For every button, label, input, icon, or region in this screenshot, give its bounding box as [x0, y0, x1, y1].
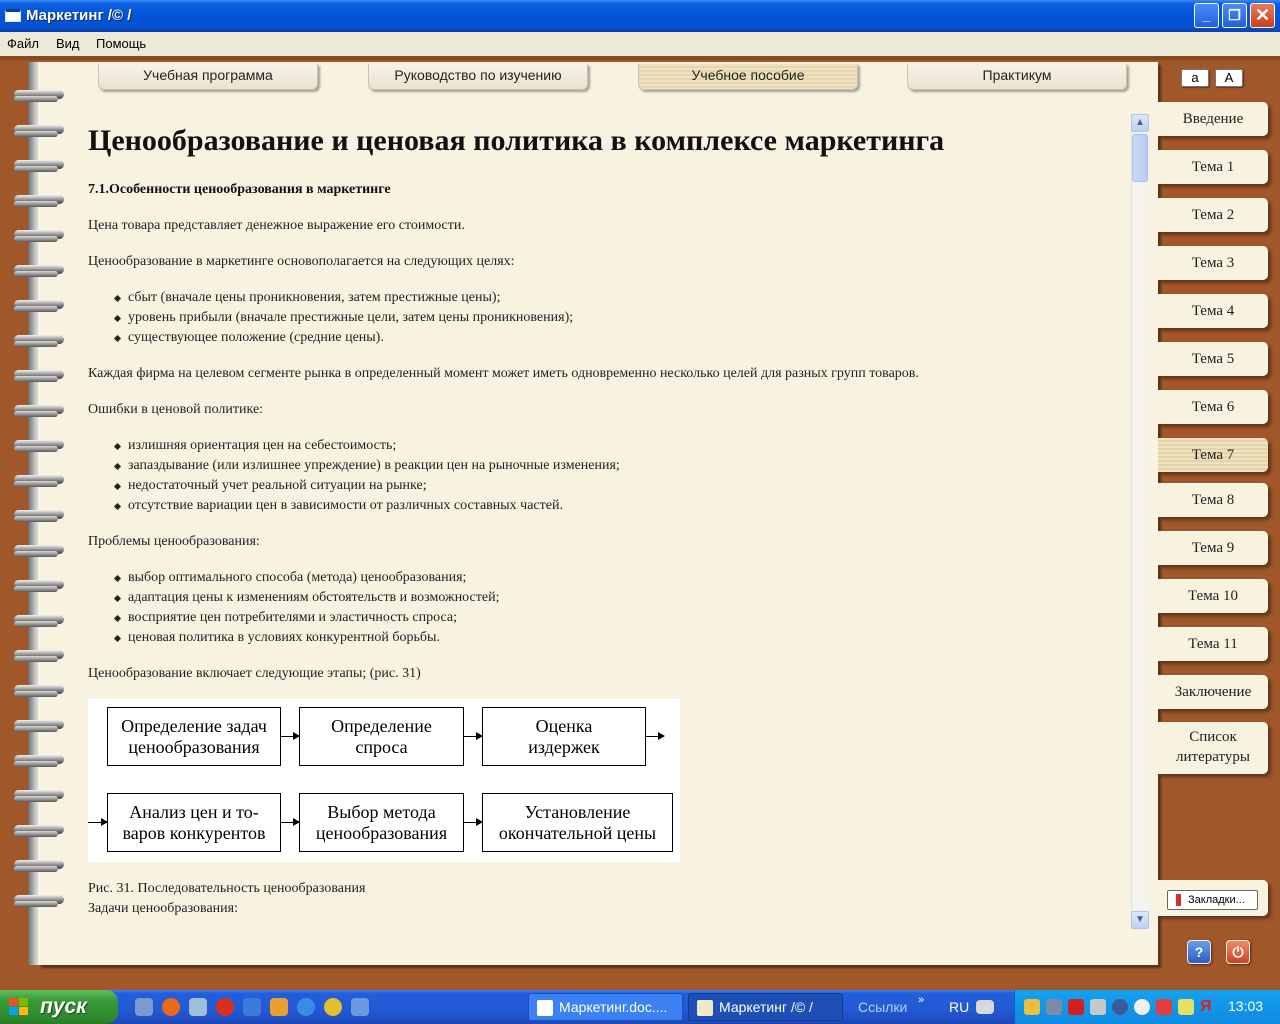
side-tab-topic-8[interactable]: Тема 8 — [1158, 483, 1268, 517]
close-button[interactable]: ✕ — [1250, 3, 1275, 28]
quicklaunch-chrome-icon[interactable] — [324, 998, 342, 1016]
task-label: Маркетинг.doc.... — [559, 999, 668, 1015]
volume-icon[interactable] — [1090, 999, 1106, 1015]
tab-practicum[interactable]: Практикум — [907, 64, 1127, 90]
tab-curriculum[interactable]: Учебная программа — [98, 64, 318, 90]
tab-study-guide[interactable]: Руководство по изучению — [368, 64, 588, 90]
flow-arrow — [281, 822, 299, 823]
list-item: недостаточный учет реальной ситуации на рынке; — [128, 478, 427, 493]
pricing-flowchart — [88, 699, 680, 862]
flow-step-text: ценообразования — [128, 736, 260, 757]
list-item: сбыт (вначале цены проникновения, затем престижные цены); — [128, 290, 501, 305]
spiral-ring — [14, 580, 64, 593]
list-item: излишняя ориентация цен на себестоимость; — [128, 438, 397, 453]
flow-step-final-price — [482, 793, 673, 852]
side-tab-topic-2[interactable]: Тема 2 — [1158, 198, 1268, 232]
yandex-icon[interactable]: Я — [1200, 998, 1212, 1015]
window-title: Маркетинг /© / — [26, 7, 132, 24]
scroll-thumb[interactable] — [1132, 134, 1148, 182]
menu-view[interactable]: Вид — [56, 36, 80, 51]
tray-icon[interactable] — [1046, 999, 1062, 1015]
quicklaunch-ie-icon[interactable] — [297, 998, 315, 1016]
taskbar — [0, 990, 1280, 1024]
spiral-ring — [14, 195, 64, 208]
flow-step-demand — [299, 707, 464, 766]
list-item: существующее положение (средние цены). — [128, 330, 384, 345]
start-label: пуск — [40, 995, 87, 1018]
paragraph: Проблемы ценообразования: — [88, 534, 260, 549]
paragraph: Ценообразование включает следующие этапы; (рис. 31) — [88, 666, 421, 681]
flow-step-competitors — [107, 793, 281, 852]
page-title: Ценообразование и ценовая политика в комплексе маркетинга — [88, 124, 945, 157]
flow-arrow — [88, 822, 107, 823]
flow-arrow — [281, 736, 299, 737]
flow-step-text: Выбор метода — [327, 801, 436, 822]
links-toolbar[interactable]: Ссылки — [858, 999, 908, 1015]
tab-textbook[interactable]: Учебное пособие — [638, 64, 858, 90]
exit-icon[interactable]: ⏻ — [1226, 940, 1250, 964]
help-icon[interactable]: ? — [1187, 940, 1211, 964]
list-item: адаптация цены к изменениям обстоятельств и возможностей; — [128, 590, 500, 605]
quicklaunch-firefox-icon[interactable] — [162, 998, 180, 1016]
tray-icon[interactable] — [1156, 999, 1172, 1015]
menu-file[interactable]: Файл — [7, 36, 39, 51]
spiral-ring — [14, 405, 64, 418]
quicklaunch-winamp-icon[interactable] — [270, 998, 288, 1016]
list-item: ценовая политика в условиях конкурентной борьбы. — [128, 630, 440, 645]
side-tab-intro[interactable]: Введение — [1158, 102, 1268, 136]
spiral-ring — [14, 230, 64, 243]
spiral-ring — [14, 300, 64, 313]
font-large-button[interactable]: A — [1215, 69, 1243, 87]
flow-step-text: варов конкурентов — [122, 822, 266, 843]
quicklaunch-opera-icon[interactable] — [216, 998, 234, 1016]
maximize-button[interactable]: ❐ — [1222, 3, 1247, 28]
quicklaunch-network-icon[interactable] — [135, 998, 153, 1016]
side-tab-topic-10[interactable]: Тема 10 — [1158, 579, 1268, 613]
flow-step-text: Определение — [331, 715, 432, 736]
flow-step-text: издержек — [528, 736, 600, 757]
spiral-ring — [14, 370, 64, 383]
paragraph: Каждая фирма на целевом сегменте рынка в определенный момент может иметь одновременно несколько целей для разных групп товаров. — [88, 366, 919, 381]
paragraph: Задачи ценообразования: — [88, 901, 238, 916]
spiral-ring — [14, 790, 64, 803]
bookmarks-button[interactable] — [1167, 890, 1258, 910]
flow-step-text: ценообразования — [315, 822, 448, 843]
list-item: выбор оптимального способа (метода) ценообразования; — [128, 570, 467, 585]
tray-icon[interactable] — [1134, 999, 1150, 1015]
word-icon — [537, 1000, 553, 1016]
side-tab-topic-6[interactable]: Тема 6 — [1158, 390, 1268, 424]
frame-top-border — [0, 56, 1280, 60]
figure-caption: Рис. 31. Последовательность ценообразования — [88, 881, 366, 896]
start-button[interactable] — [0, 990, 118, 1024]
list-item: запаздывание (или излишнее упреждение) в реакции цен на рыночные изменения; — [128, 458, 620, 473]
spiral-ring — [14, 125, 64, 138]
spiral-ring — [14, 895, 64, 908]
minimize-button[interactable]: _ — [1194, 3, 1219, 28]
spiral-ring — [14, 650, 64, 663]
section-title: 7.1.Особенности ценообразования в маркетинге — [88, 182, 391, 197]
tray-icon[interactable] — [1112, 999, 1128, 1015]
flow-step-text: Определение задач — [121, 715, 267, 736]
list-item: отсутствие вариации цен в зависимости от различных составных частей. — [128, 498, 563, 513]
list-item: уровень прибыли (вначале престижные цели, затем цены проникновения); — [128, 310, 574, 325]
tray-icon[interactable] — [1024, 999, 1040, 1015]
spiral-ring — [14, 545, 64, 558]
spiral-ring — [14, 160, 64, 173]
list-item: восприятие цен потребителями и эластичность спроса; — [128, 610, 457, 625]
side-tab-topic-11[interactable]: Тема 11 — [1158, 627, 1268, 661]
bookmark-icon — [1176, 894, 1181, 906]
flow-step-text: окончательной цены — [498, 822, 657, 843]
task-label: Маркетинг /© / — [719, 999, 813, 1015]
spiral-ring — [14, 860, 64, 873]
tray-icon[interactable] — [1178, 999, 1194, 1015]
title-bar — [0, 0, 1280, 32]
quicklaunch-messenger-icon[interactable] — [189, 998, 207, 1016]
menu-help[interactable]: Помощь — [96, 36, 147, 51]
scroll-down-button[interactable]: ▼ — [1131, 911, 1149, 929]
spiral-ring — [14, 615, 64, 628]
spiral-ring — [14, 90, 64, 103]
app-window-icon — [5, 9, 21, 22]
side-tab-topic-7[interactable]: Тема 7 — [1158, 438, 1268, 472]
flow-step-text: спроса — [355, 736, 408, 757]
paragraph: Цена товара представляет денежное выражение его стоимости. — [88, 218, 465, 233]
menu-bar — [0, 32, 1280, 56]
spiral-ring — [14, 335, 64, 348]
side-tab-topic-1[interactable]: Тема 1 — [1158, 150, 1268, 184]
spiral-ring — [14, 475, 64, 488]
flow-step-tasks — [107, 707, 281, 766]
side-tab-topic-4[interactable]: Тема 4 — [1158, 294, 1268, 328]
side-tab-label: литературы — [1176, 749, 1250, 765]
spiral-ring — [14, 720, 64, 733]
flow-step-text: Оценка — [535, 715, 593, 736]
task-word-document[interactable] — [528, 993, 683, 1021]
paragraph: Ошибки в ценовой политике: — [88, 402, 264, 417]
windows-flag-icon — [9, 998, 29, 1016]
spiral-ring — [14, 825, 64, 838]
spiral-ring — [14, 440, 64, 453]
spiral-ring — [14, 755, 64, 768]
flow-arrow — [646, 736, 664, 737]
side-tab-bibliography[interactable] — [1158, 722, 1268, 774]
spiral-ring — [14, 265, 64, 278]
flow-arrow — [464, 822, 482, 823]
flow-step-costs — [482, 707, 646, 766]
clock: 13:03 — [1228, 998, 1264, 1014]
keyboard-icon[interactable] — [976, 1000, 994, 1014]
flow-arrow — [464, 736, 482, 737]
quicklaunch-app-icon[interactable] — [351, 998, 369, 1016]
task-marketing-app[interactable] — [688, 993, 843, 1021]
side-tab-topic-3[interactable]: Тема 3 — [1158, 246, 1268, 280]
flow-step-text: Установление — [524, 801, 631, 822]
language-indicator[interactable]: RU — [949, 999, 970, 1015]
bookmarks-label: Закладки... — [1188, 894, 1245, 906]
side-tab-topic-9[interactable]: Тема 9 — [1158, 531, 1268, 565]
flow-step-text: Анализ цен и то- — [129, 801, 259, 822]
side-tab-conclusion[interactable]: Заключение — [1158, 675, 1268, 709]
flow-step-method — [299, 793, 464, 852]
scroll-up-button[interactable]: ▲ — [1131, 114, 1149, 132]
font-small-button[interactable]: a — [1181, 69, 1209, 87]
spiral-ring — [14, 510, 64, 523]
app-icon — [697, 1000, 713, 1016]
paragraph: Ценообразование в маркетинге основополагается на следующих целях: — [88, 254, 515, 269]
side-tab-topic-5[interactable]: Тема 5 — [1158, 342, 1268, 376]
vertical-scrollbar[interactable] — [1131, 114, 1149, 929]
quicklaunch-tool-icon[interactable] — [243, 998, 261, 1016]
kaspersky-icon[interactable] — [1068, 999, 1084, 1015]
spiral-ring — [14, 685, 64, 698]
chevron-icon[interactable]: » — [918, 994, 925, 1006]
side-tab-label: Список — [1189, 729, 1237, 745]
